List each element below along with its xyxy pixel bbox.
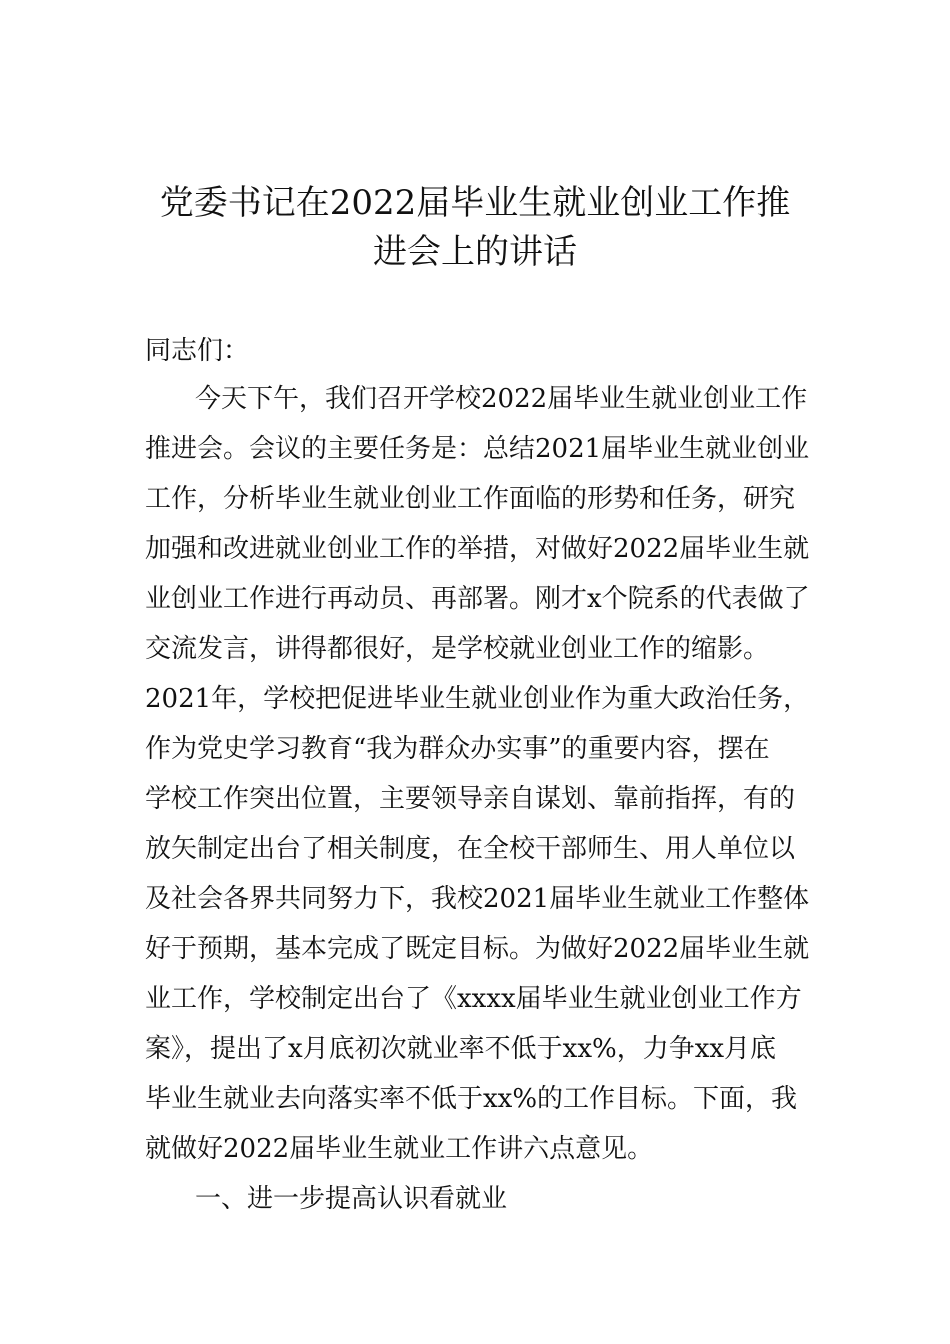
- section-heading: 一、进一步提高认识看就业: [195, 1184, 508, 1214]
- paragraph-line: 及社会各界共同努力下，我校2021届毕业生就业工作整体: [145, 884, 810, 914]
- salutation: 同志们：: [145, 336, 250, 366]
- document-title-line-2: 进会上的讲话: [373, 232, 577, 272]
- paragraph-line: 业工作，学校制定出台了《xxxx届毕业生就业创业工作方: [145, 984, 802, 1014]
- paragraph-line: 交流发言，讲得都很好，是学校就业创业工作的缩影。: [145, 634, 770, 664]
- paragraph-line: 案》，提出了x月底初次就业率不低于xx%，力争xx月底: [145, 1034, 777, 1064]
- document-title-line-1: 党委书记在2022届毕业生就业创业工作推: [159, 183, 791, 223]
- paragraph-line: 业创业工作进行再动员、再部署。刚才x个院系的代表做了: [145, 584, 810, 614]
- paragraph-line: 学校工作突出位置，主要领导亲自谋划、靠前指挥，有的: [145, 784, 796, 814]
- paragraph-line: 放矢制定出台了相关制度，在全校干部师生、用人单位以: [145, 834, 796, 864]
- paragraph-line: 作为党史学习教育“我为群众办实事”的重要内容，摆在: [145, 734, 770, 764]
- paragraph-line: 工作，分析毕业生就业创业工作面临的形势和任务，研究: [145, 484, 796, 514]
- paragraph-line: 2021年，学校把促进毕业生就业创业作为重大政治任务，: [145, 684, 810, 714]
- paragraph-line: 毕业生就业去向落实率不低于xx%的工作目标。下面，我: [145, 1084, 798, 1114]
- paragraph-line: 加强和改进就业创业工作的举措，对做好2022届毕业生就: [145, 534, 810, 564]
- paragraph-line: 好于预期，基本完成了既定目标。为做好2022届毕业生就: [145, 934, 810, 964]
- paragraph-line: 今天下午，我们召开学校2022届毕业生就业创业工作: [195, 384, 808, 414]
- paragraph-line: 推进会。会议的主要任务是：总结2021届毕业生就业创业: [145, 434, 810, 464]
- paragraph-line: 就做好2022届毕业生就业工作讲六点意见。: [145, 1134, 654, 1164]
